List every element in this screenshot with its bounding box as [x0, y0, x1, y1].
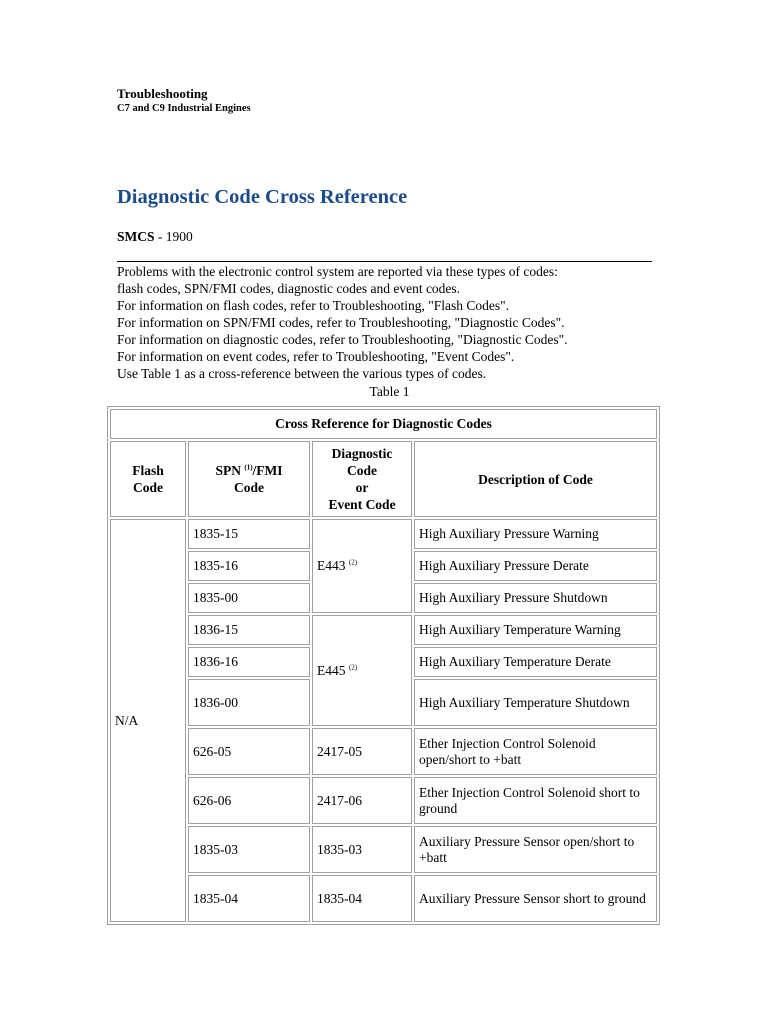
smcs-separator: - [154, 229, 166, 244]
spn-cell: 1836-00 [188, 679, 310, 726]
document-page [115, 86, 662, 906]
diag-code-cell: 2417-05 [312, 728, 412, 775]
smcs-label: SMCS [117, 229, 155, 244]
header-description: Description of Code [414, 441, 657, 517]
intro-line: Problems with the electronic control system are reported via these types of codes: [117, 264, 558, 279]
spn-cell: 1835-03 [188, 826, 310, 873]
flash-code-cell: N/A [110, 519, 186, 922]
spn-cell: 626-05 [188, 728, 310, 775]
header-text: SPN [215, 463, 241, 478]
intro-line: Use Table 1 as a cross-reference between the various types of codes. [117, 366, 487, 381]
description-cell: High Auxiliary Pressure Warning [414, 519, 657, 549]
table-label: Table 1 [369, 384, 410, 399]
footnote-ref: (2) [348, 663, 358, 671]
header-text: Code [347, 463, 377, 478]
diag-code-cell: 2417-06 [312, 777, 412, 824]
intro-line: flash codes, SPN/FMI codes, diagnostic codes and event codes. [117, 281, 461, 296]
spn-cell: 1835-00 [188, 583, 310, 613]
description-cell: High Auxiliary Temperature Shutdown [414, 679, 657, 726]
description-cell: High Auxiliary Temperature Derate [414, 647, 657, 677]
page-heading: Diagnostic Code Cross Reference [117, 186, 408, 208]
horizontal-rule [117, 261, 652, 262]
description-cell: Auxiliary Pressure Sensor short to ground [414, 875, 657, 922]
description-cell: Ether Injection Control Solenoid short to ground [414, 777, 657, 824]
header-text: /FMI [252, 463, 283, 478]
intro-line: For information on flash codes, refer to Troubleshooting, "Flash Codes". [117, 298, 509, 313]
header-text: Event Code [328, 497, 396, 512]
intro-line: For information on event codes, refer to Troubleshooting, "Event Codes". [117, 349, 515, 364]
diag-code: E445 [317, 662, 346, 678]
header-text: Diagnostic [331, 446, 393, 461]
intro-line: For information on SPN/FMI codes, refer to Troubleshooting, "Diagnostic Codes". [117, 315, 565, 330]
header-spn-fmi [188, 441, 310, 517]
header-text: Code [133, 480, 163, 495]
smcs-value: 1900 [165, 229, 193, 244]
spn-cell: 1836-15 [188, 615, 310, 645]
header-flash-code [110, 441, 186, 517]
description-cell: Ether Injection Control Solenoid open/short to +batt [414, 728, 657, 775]
cross-reference-table-wrapper [107, 406, 660, 925]
spn-cell: 626-06 [188, 777, 310, 824]
description-cell: High Auxiliary Pressure Shutdown [414, 583, 657, 613]
footnote-ref: (1) [244, 463, 253, 472]
description-cell: High Auxiliary Pressure Derate [414, 551, 657, 581]
spn-cell: 1835-15 [188, 519, 310, 549]
document-title: Troubleshooting [117, 86, 208, 101]
diag-code-cell: 1835-04 [312, 875, 412, 922]
description-cell: High Auxiliary Temperature Warning [414, 615, 657, 645]
header-text: or [355, 480, 369, 495]
description-cell: Auxiliary Pressure Sensor open/short to +batt [414, 826, 657, 873]
intro-line: For information on diagnostic codes, refer to Troubleshooting, "Diagnostic Codes". [117, 332, 568, 347]
header-diagnostic-code [312, 441, 412, 517]
intro-text [117, 263, 567, 382]
diag-code-cell [312, 615, 412, 726]
document-subtitle: C7 and C9 Industrial Engines [117, 103, 251, 114]
spn-cell: 1835-04 [188, 875, 310, 922]
spn-cell: 1835-16 [188, 551, 310, 581]
header-text: Flash [132, 463, 164, 478]
header-text: Code [234, 480, 264, 495]
table-caption: Cross Reference for Diagnostic Codes [110, 409, 657, 439]
diag-code: E443 [317, 558, 346, 573]
smcs-line [117, 229, 193, 245]
footnote-ref: (2) [348, 558, 358, 567]
spn-cell: 1836-16 [188, 647, 310, 677]
cross-reference-table [107, 406, 660, 925]
diag-code-cell [312, 519, 412, 613]
diag-code-cell: 1835-03 [312, 826, 412, 873]
